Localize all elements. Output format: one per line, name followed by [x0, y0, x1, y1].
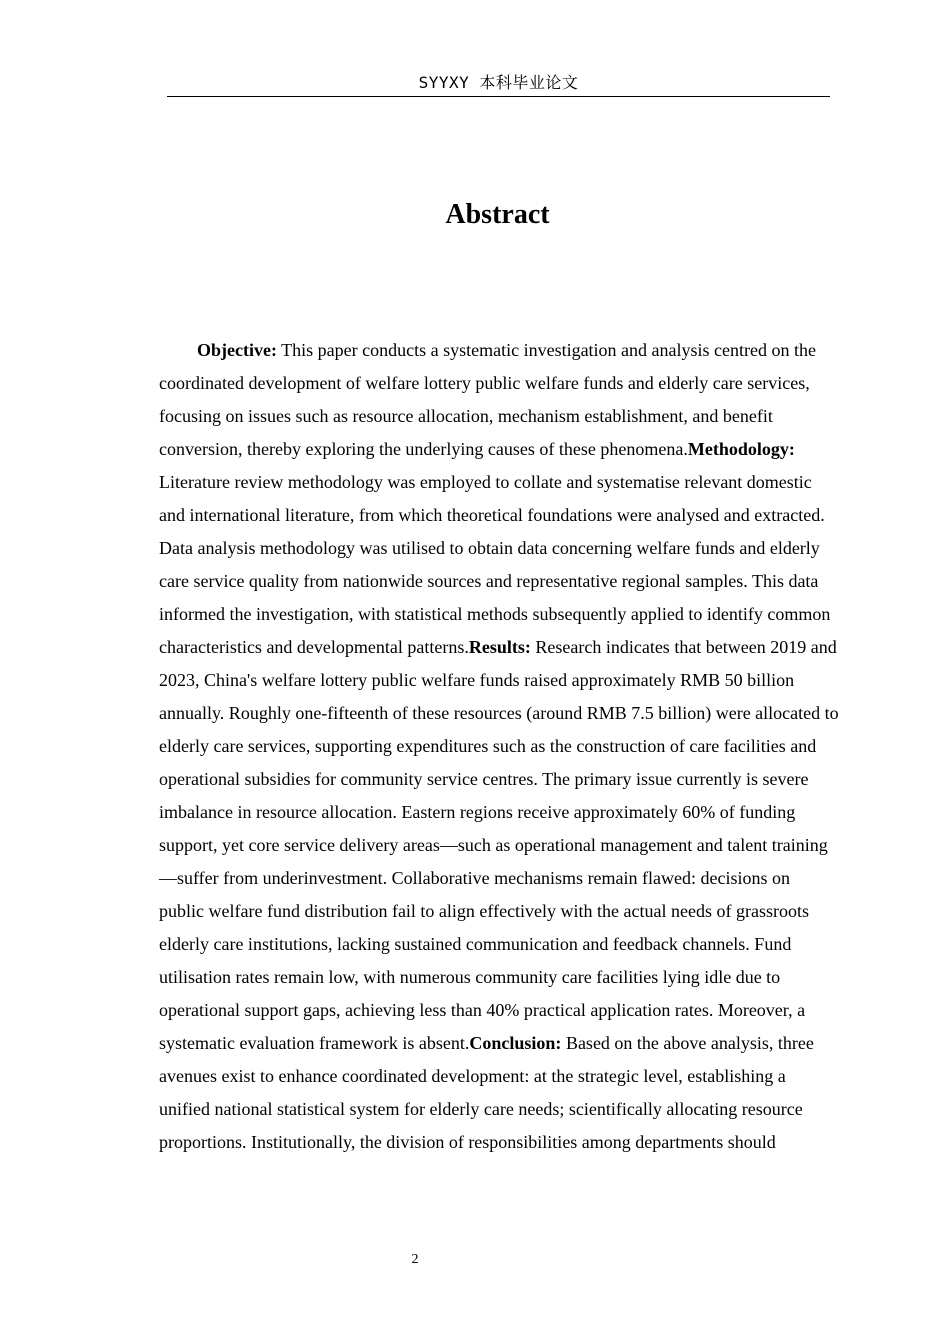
conclusion-label: Conclusion:	[469, 1033, 562, 1053]
results-text: Research indicates that between 2019 and 2023, China's welfare lottery public welfare funds raised approximately RMB 50 billion annually. Roughly one-fifteenth of these resources (around RMB 7.5 billion) were allocated to elderly care services, supporting expenditures such as the construction of care facilities and operational subsidies for community service centres. The primary issue currently is severe imbalance in resource allocation. Eastern regions receive approximately 60% of funding support, yet core service delivery areas—such as operational management and talent training—suffer from underinvestment. Collaborative mechanisms remain flawed: decisions on public welfare fund distribution fail to align effectively with the actual needs of grassroots elderly care institutions, lacking sustained communication and feedback channels. Fund utilisation rates remain low, with numerous community care facilities lying idle due to operational support gaps, achieving less than 40% practical application rates. Moreover, a systematic evaluation framework is absent.	[159, 637, 839, 1053]
page-title: Abstract	[445, 199, 550, 230]
objective-text: This paper conducts a systematic investigation and analysis centred on the coordinated development of welfare lottery public welfare funds and elderly care services, focusing on issues such as resource allocation, mechanism establishment, and benefit conversion, thereby exploring the underlying causes of these phenomena.	[159, 340, 816, 459]
abstract-paragraph	[159, 334, 839, 1159]
page-number: 2	[411, 1252, 419, 1267]
conclusion-text: Based on the above analysis, three avenues exist to enhance coordinated development: at the strategic level, establishing a unified national statistical system for elderly care needs; scientifically allocating resource proportions. Institutionally, the division of responsibilities among departments should	[159, 1033, 814, 1152]
methodology-label: Methodology:	[687, 439, 795, 459]
methodology-text: Literature review methodology was employed to collate and systematise relevant domestic and international literature, from which theoretical foundations were analysed and extracted. Data analysis methodology was utilised to obtain data concerning welfare funds and elderly care service quality from nationwide sources and representative regional samples. This data informed the investigation, with statistical methods subsequently applied to identify common characteristics and developmental patterns.	[159, 472, 831, 657]
page-header	[167, 66, 830, 97]
objective-label: Objective:	[197, 340, 277, 360]
header-text: SYYXY 本科毕业论文	[418, 73, 579, 92]
results-label: Results:	[468, 637, 531, 657]
